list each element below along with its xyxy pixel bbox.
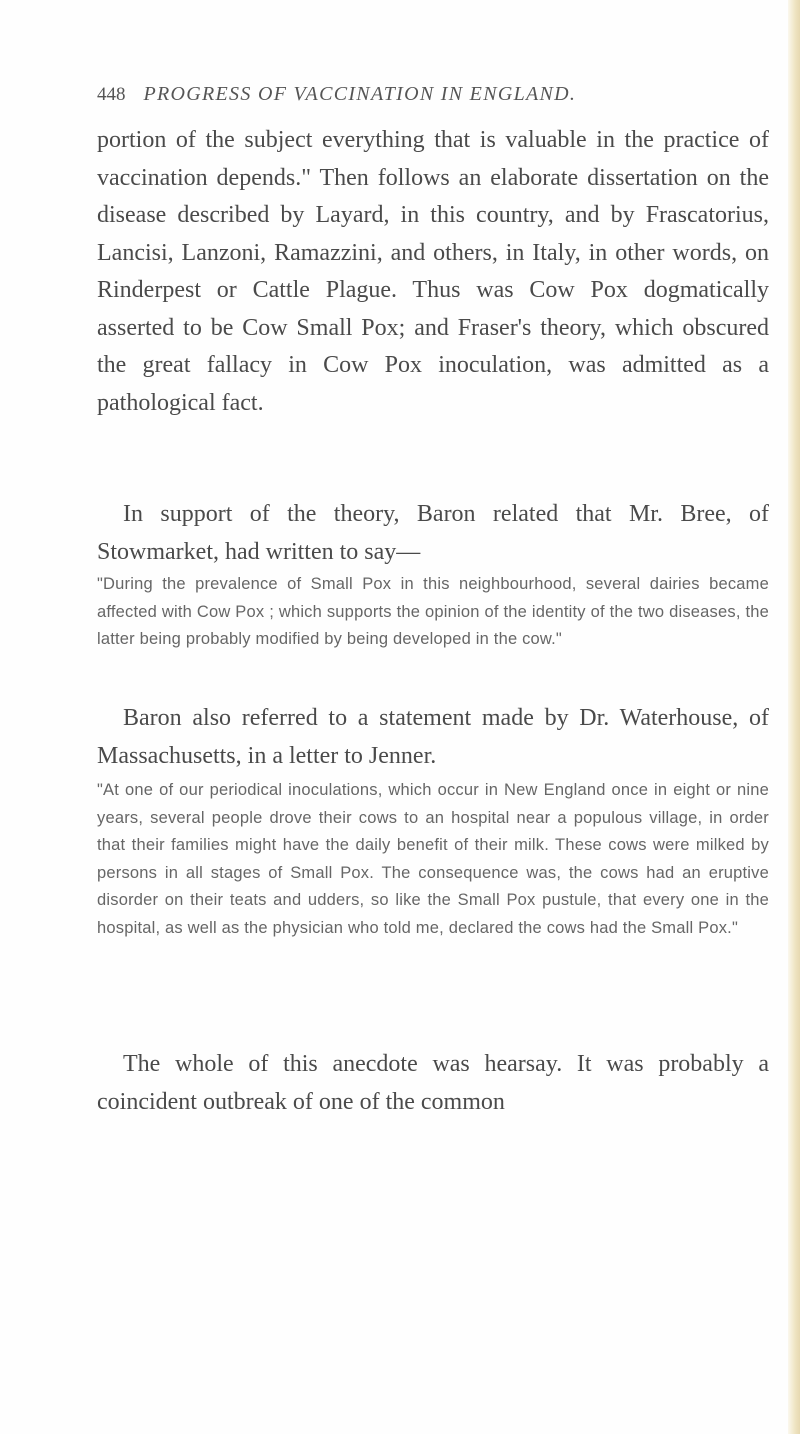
page-number: 448	[97, 84, 126, 105]
page-header	[97, 83, 737, 106]
quotation-bree: "During the prevalence of Small Pox in this neighbourhood, several dairies became affected with Cow Pox ; which supports the opinion of the identity of the two diseases, the latter being probably modified by being developed in the cow."	[97, 575, 769, 648]
paragraph-4: The whole of this anecdote was hearsay. It was probably a coincident outbreak of one of the common	[97, 1051, 769, 1115]
running-title: PROGRESS OF VACCINATION IN ENGLAND.	[143, 83, 577, 105]
quotation-waterhouse: "At one of our periodical inoculations, which occur in New England once in eight or nine years, several people drove their cows to an hospital near a populous village, in order that their families might have the daily benefit of their milk. These cows were milked by persons in all stages of Small Pox. The consequence was, the cows had an eruptive disorder on their teats and udders, so like the Small Pox pustule, that every one in the hospital, as well as the physician who told me, declared the cows had the Small Pox."	[97, 781, 769, 937]
paragraph-1: portion of the subject everything that is valuable in the practice of vaccination depends." Then follows an elaborate dissertation on the disease described by Layard, in this country, and by Frascatorius, Lancisi, Lanzoni, Ramazzini, and others, in Italy, in other words, on Rinderpest or Cattle Plague. Thus was Cow Pox dogmatically asserted to be Cow Small Pox; and Fraser's theory, which obscured the great fallacy in Cow Pox inoculation, was admitted as a pathological fact.	[97, 127, 769, 416]
page-edge	[788, 0, 800, 1434]
paragraph-2: In support of the theory, Baron related that Mr. Bree, of Stowmarket, had written to say—	[97, 501, 769, 565]
paragraph-3: Baron also referred to a statement made by Dr. Waterhouse, of Massachusetts, in a letter to Jenner.	[97, 705, 769, 769]
